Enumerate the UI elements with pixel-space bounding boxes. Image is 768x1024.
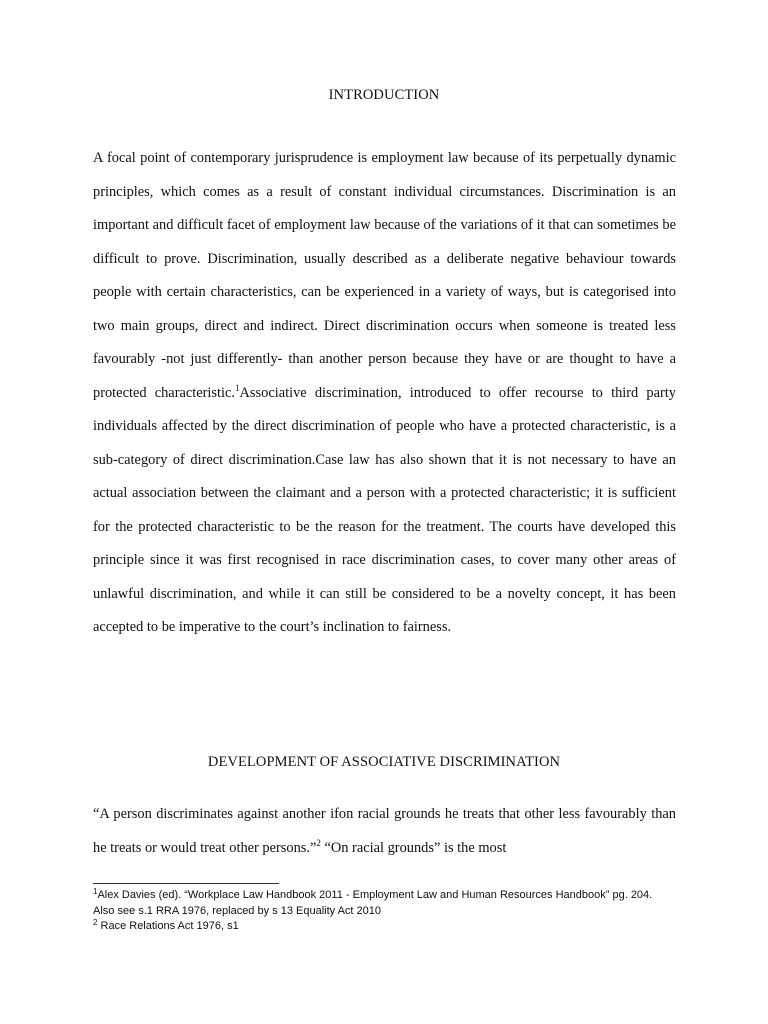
introduction-text-part2: Associative discrimination, introduced to offer recourse to third party individuals affected by the direct discrimination of people who have a protected characteristic, is a sub-category of direct discrimination.Case law has also shown that it is not necessary to have an actual association between the claimant and a person with a protected characteristic; it is sufficient for the protected characteristic to be the reason for the treatment. The courts have developed this principle since it was first recognised in race discrimination cases, to cover many other areas of unlawful discrimination, and while it can still be considered to be a novelty concept, it has been accepted to be imperative to the court’s inclination to fairness. [93, 384, 677, 635]
footnote-2 [93, 919, 676, 935]
footnotes [93, 888, 676, 935]
footnote-ref-1[interactable]: 1 [235, 382, 240, 393]
introduction-heading: INTRODUCTION [328, 87, 440, 103]
development-heading: DEVELOPMENT OF ASSOCIATIVE DISCRIMINATION [207, 754, 561, 770]
footnote-ref-2[interactable]: 2 [316, 837, 321, 848]
footnote-text: Race Relations Act 1976, s1 [97, 920, 239, 932]
introduction-text-part1: A focal point of contemporary jurisprudence is employment law because of its perpetually dynamic principles, which comes as a result of constant individual circumstances. Discrimination is an important and difficult facet of employment law because of the variations of it that can sometimes be difficult to prove. Discrimination, usually described as a deliberate negative behaviour towards people with certain characteristics, can be experienced in a variety of ways, but is categorised into two main groups, direct and indirect. Direct discrimination occurs when someone is treated less favourably -not just differently- than another person because they have or are thought to have a protected characteristic. [93, 150, 676, 401]
footnote-text: Alex Davies (ed). “Workplace Law Handbook 2011 - Employment Law and Human Resources Handbook” pg. 204. Also see s.1 RRA 1976, replaced by s 13 Equality Act 2010 [93, 889, 653, 917]
footnote-number: 2 [93, 918, 98, 927]
development-text-part2: “On racial grounds” is the most [320, 839, 507, 856]
footnote-separator [93, 883, 279, 884]
development-text-part1: “A person discriminates against another ifon racial grounds he treats that other less favourably than he treats or would treat other persons.” [93, 806, 676, 856]
footnote-1 [93, 888, 676, 919]
development-paragraph [93, 798, 676, 865]
introduction-paragraph [93, 142, 676, 645]
footnote-number: 1 [93, 887, 98, 896]
